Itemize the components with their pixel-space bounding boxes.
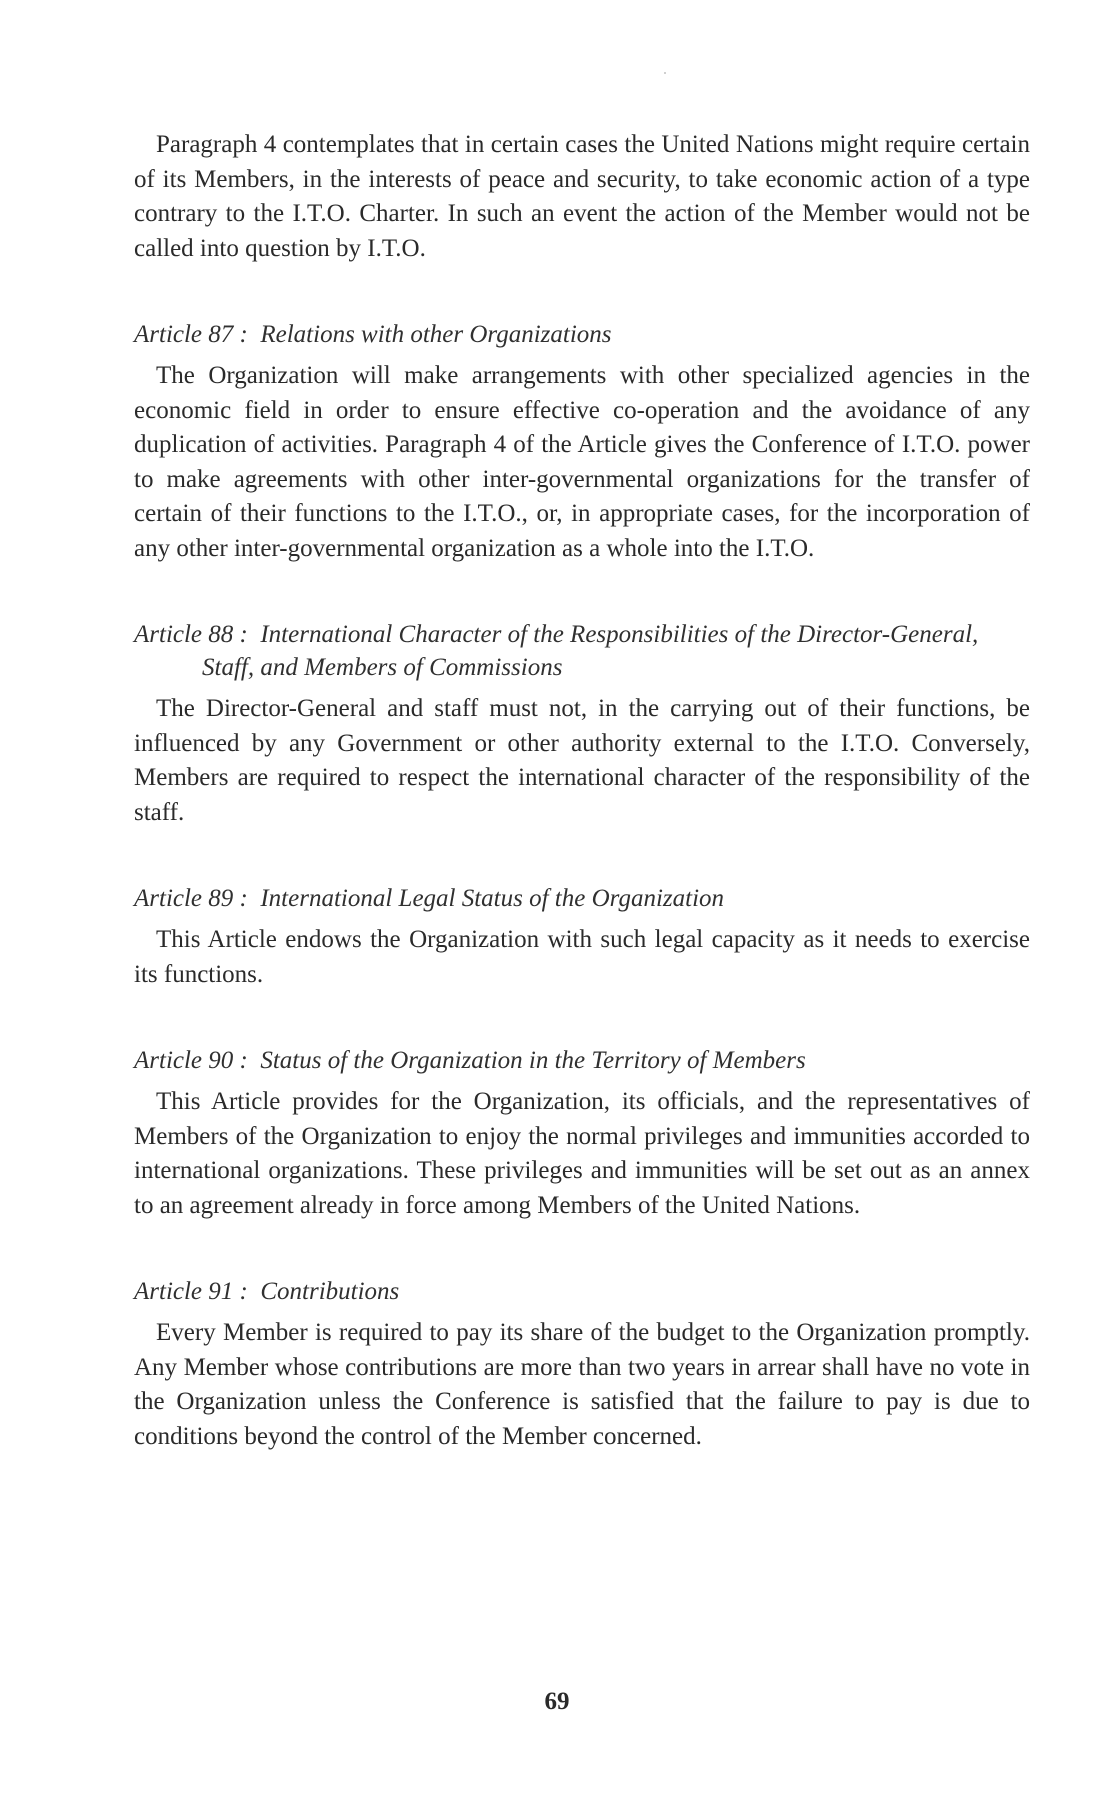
article-90-title: Status of the Organization in the Territory of Members: [260, 1047, 806, 1074]
intro-paragraph: Paragraph 4 contemplates that in certain cases the United Nations might require certain of its Members, in the interests of peace and security, to take economic action of a type contrary to the I.T.O. Charter. In such an event the action of the Member would not be called into question by I.T.O.: [134, 131, 1030, 262]
article-90-heading: [134, 1044, 1030, 1077]
article-90-body: This Article provides for the Organization, its officials, and the representatives of Members of the Organization to enjoy the normal privileges and immunities accorded to international organizations. These privileges and immunities will be set out as an annex to an agreement already in force among Members of the United Nations.: [134, 1088, 1030, 1219]
article-88-heading: [134, 618, 1030, 684]
article-88-section: [134, 618, 1030, 830]
article-91-number: Article 91 :: [134, 1278, 248, 1305]
scan-speck: [664, 72, 666, 74]
article-90-section: [134, 1044, 1030, 1223]
article-87-body: The Organization will make arrangements with other specialized agencies in the economic field in order to ensure effective co-operation and the avoidance of any duplication of activities. Paragraph 4 of the Article gives the Conference of I.T.O. power to make agreements with other inter-governmental organizations for the transfer of certain of their functions to the I.T.O., or, in appropriate cases, for the incorporation of any other inter-governmental organization as a whole into the I.T.O.: [134, 362, 1030, 562]
article-89-heading: [134, 882, 1030, 915]
article-87-title: Relations with other Organizations: [260, 321, 612, 348]
article-89-body: This Article endows the Organization with such legal capacity as it needs to exercise its functions.: [134, 926, 1030, 988]
text-column: [134, 128, 1030, 1454]
article-89-title: International Legal Status of the Organization: [260, 885, 725, 912]
article-90-number: Article 90 :: [134, 1047, 248, 1074]
article-91-body: Every Member is required to pay its share of the budget to the Organization promptly. Any Member whose contributions are more than two years in arrear shall have no vote in the Organization unless the Conference is satisfied that the failure to pay is due to conditions beyond the control of the Member concerned.: [134, 1319, 1030, 1450]
article-87-heading: [134, 318, 1030, 351]
article-88-number: Article 88 :: [134, 621, 248, 648]
article-91-section: [134, 1275, 1030, 1454]
article-89-number: Article 89 :: [134, 885, 248, 912]
article-88-body: The Director-General and staff must not, in the carrying out of their functions, be influenced by any Government or other authority external to the I.T.O. Conversely, Members are required to respect the international character of the responsibility of the staff.: [134, 695, 1030, 826]
article-91-title: Contributions: [260, 1278, 400, 1305]
article-88-title: International Character of the Responsibilities of the Director-General, Staff, and Members of Commissions: [202, 621, 979, 681]
article-91-heading: [134, 1275, 1030, 1308]
article-87-number: Article 87 :: [134, 321, 248, 348]
article-89-section: [134, 882, 1030, 992]
page-number: 69: [544, 1688, 570, 1715]
article-87-section: [134, 318, 1030, 566]
